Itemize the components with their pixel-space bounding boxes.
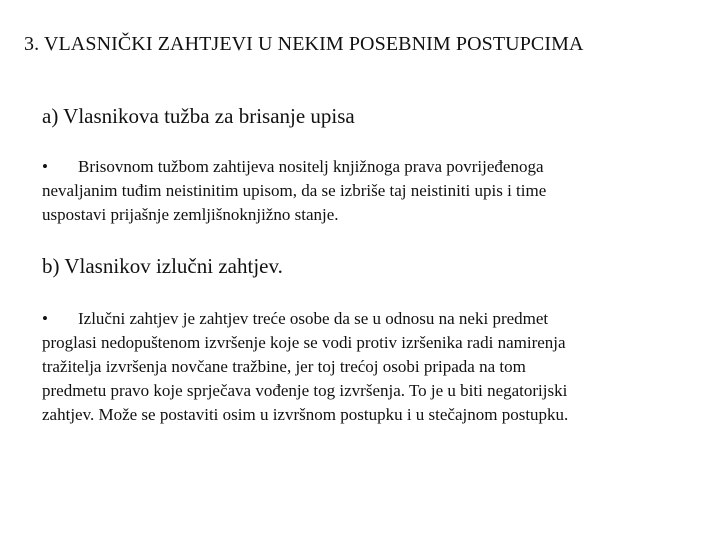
paragraph-line: predmetu pravo koje sprječava vođenje tog izvršenja. To je u biti negatorijski	[42, 381, 568, 400]
section-a-bullet-paragraph	[42, 155, 692, 227]
paragraph-line: proglasi nedopuštenom izvršenje koje se vodi protiv izršenika radi namirenja	[42, 333, 566, 352]
paragraph-line	[42, 307, 692, 331]
bullet-icon: •	[42, 309, 48, 328]
section-a-heading: a) Vlasnikova tužba za brisanje upisa	[42, 104, 355, 128]
line-text: Izlučni zahtjev je zahtjev treće osobe da se u odnosu na neki predmet	[78, 309, 549, 328]
section-b-heading: b) Vlasnikov izlučni zahtjev.	[42, 254, 283, 278]
slide-title: 3. VLASNIČKI ZAHTJEVI U NEKIM POSEBNIM POSTUPCIMA	[24, 33, 584, 55]
paragraph-line: uspostavi prijašnje zemljišnoknjižno stanje.	[42, 205, 339, 224]
paragraph-line	[42, 155, 692, 179]
paragraph-line: zahtjev. Može se postaviti osim u izvršnom postupku i u stečajnom postupku.	[42, 405, 569, 424]
line-text: Brisovnom tužbom zahtijeva nositelj knjižnoga prava povrijeđenoga	[78, 157, 544, 176]
section-b-bullet-paragraph	[42, 307, 692, 427]
paragraph-line: tražitelja izvršenja novčane tražbine, jer toj trećoj osobi pripada na tom	[42, 357, 526, 376]
paragraph-line: nevaljanim tuđim neistinitim upisom, da se izbriše taj neistiniti upis i time	[42, 181, 547, 200]
bullet-icon: •	[42, 157, 48, 176]
